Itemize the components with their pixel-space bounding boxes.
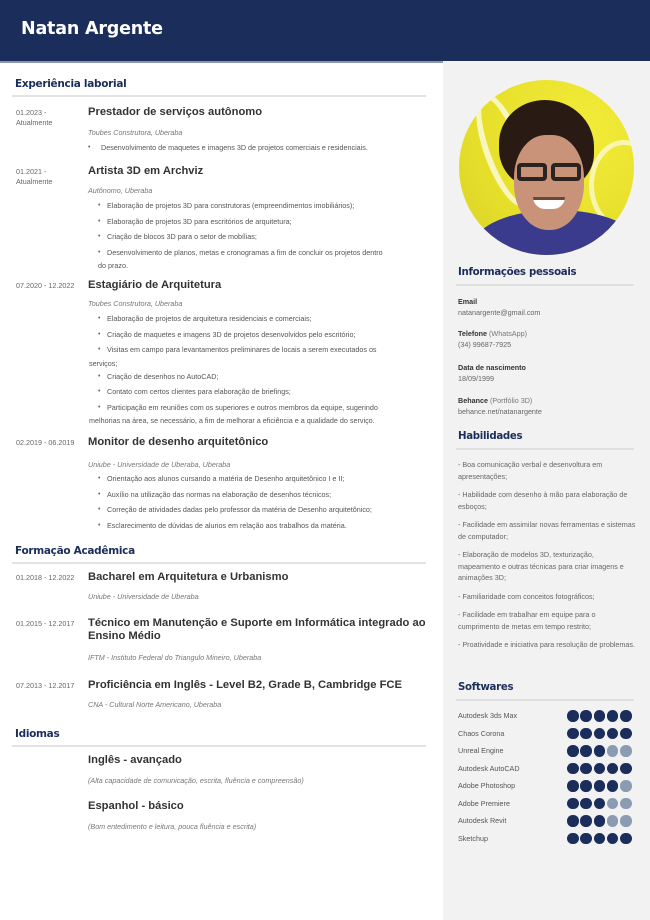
- rating-dot-icon: [580, 780, 592, 792]
- entry-title: Prestador de serviços autônomo: [88, 106, 263, 118]
- bullet-item: • Criação de blocos 3D para o setor de mobílias;: [98, 229, 428, 245]
- info-behance: [458, 395, 638, 417]
- info-value: 18/09/1999: [458, 374, 494, 383]
- info-label: Email: [458, 297, 478, 306]
- entry-date: 01.2015 - 12.2017: [16, 619, 75, 628]
- info-value[interactable]: natanargente@gmail.com: [458, 308, 541, 317]
- info-birthdate: [458, 362, 638, 384]
- rating-dot-icon: [620, 798, 632, 810]
- entry-bullets: [98, 198, 428, 271]
- software-row: [458, 833, 636, 845]
- bullet-item: • Correção de atividades dadas pelo professor da matéria de Desenho arquitetônico;: [98, 502, 428, 518]
- section-divider: [12, 95, 426, 97]
- rating-dot-icon: [620, 728, 632, 740]
- bullet-item: • Desenvolvimento de maquetes e imagens 3D de projetos comerciais e residenciais.: [88, 140, 433, 156]
- education-section-title: Formação Acadêmica: [15, 545, 135, 557]
- candidate-name: Natan Argente: [21, 19, 163, 39]
- bullet-item: • Elaboração de projetos de arquitetura residenciais e comerciais;: [98, 311, 428, 327]
- language-title: Espanhol - básico: [88, 800, 184, 812]
- bullet-item: • Orientação aos alunos cursando a matéria de Desenho arquitetônico I e II;: [98, 471, 428, 487]
- sidebar-divider: [456, 284, 634, 286]
- info-phone: [458, 328, 638, 350]
- bullet-item: • Auxílio na utilização das normas na elaboração de desenhos técnicos;: [98, 487, 428, 503]
- rating-dot-icon: [607, 728, 619, 740]
- section-divider: [12, 745, 426, 747]
- rating-dot-icon: [580, 710, 592, 722]
- rating-dot-icon: [620, 710, 632, 722]
- skill-item: - Familiaridade com conceitos fotográficos;: [458, 591, 595, 601]
- software-row: [458, 815, 636, 827]
- software-name: Sketchup: [458, 833, 488, 843]
- entry-date: 02.2019 - 06.2019: [16, 438, 75, 447]
- bullet-item: • Criação de maquetes e imagens 3D de projetos desenvolvidos pelo escritório;: [98, 327, 428, 343]
- entry-date: 01.2021 - Atualmente: [16, 167, 53, 186]
- software-name: Adobe Premiere: [458, 798, 510, 808]
- rating-dot-icon: [607, 780, 619, 792]
- info-label: Behance: [458, 396, 488, 405]
- rating-dot-icon: [580, 763, 592, 775]
- software-name: Autodesk AutoCAD: [458, 763, 520, 773]
- bullet-item: • Visitas em campo para levantamentos preliminares de locais a serem executados os: [98, 342, 428, 358]
- software-name: Chaos Corona: [458, 728, 505, 738]
- rating-dot-icon: [620, 763, 632, 775]
- bullet-continuation: do prazo.: [98, 261, 128, 270]
- rating-dot-icon: [607, 815, 619, 827]
- entry-date: 01.2023 - Atualmente: [16, 108, 53, 127]
- info-sublabel: (Portfólio 3D): [487, 396, 533, 405]
- info-label: Telefone: [458, 329, 488, 338]
- rating-dot-icon: [594, 833, 606, 845]
- language-entry: [88, 800, 428, 831]
- info-sublabel: (WhatsApp): [487, 329, 527, 338]
- language-description: (Bom entedimento e leitura, pouca fluência e escrita): [88, 822, 257, 831]
- rating-dot-icon: [607, 798, 619, 810]
- rating-dot-icon: [567, 833, 579, 845]
- rating-dot-icon: [567, 763, 579, 775]
- entry-title: Proficiência em Inglês - Level B2, Grade B, Cambridge FCE: [88, 679, 402, 691]
- profile-photo: [459, 80, 634, 255]
- info-value[interactable]: behance.net/natanargente: [458, 407, 542, 416]
- rating-dots: [567, 710, 632, 722]
- entry-organization: Toubes Construtora, Uberaba: [88, 299, 183, 308]
- rating-dot-icon: [594, 763, 606, 775]
- entry-date: 01.2018 - 12.2022: [16, 573, 75, 582]
- skill-item: - Facilidade em assimilar novas ferramentas e sistemas de computador;: [458, 520, 636, 541]
- skill-item: - Elaboração de modelos 3D, texturização, mapeamento e outras técnicas para criar imagens e animações 3D;: [458, 550, 624, 582]
- software-row: [458, 745, 636, 757]
- header-divider: [0, 61, 443, 63]
- rating-dot-icon: [594, 710, 606, 722]
- entry-title: Técnico em Manutenção e Suporte em Informática integrado ao Ensino Médio: [88, 617, 426, 642]
- rating-dot-icon: [580, 745, 592, 757]
- entry-organization: Autônomo, Uberaba: [88, 186, 153, 195]
- skill-item: - Boa comunicação verbal e desenvoltura em apresentações;: [458, 460, 603, 481]
- rating-dots: [567, 815, 632, 827]
- sidebar-divider: [456, 448, 634, 450]
- software-title: Softwares: [458, 682, 514, 693]
- rating-dot-icon: [567, 798, 579, 810]
- rating-dot-icon: [607, 710, 619, 722]
- entry-title: Estagiário de Arquitetura: [88, 279, 222, 291]
- rating-dot-icon: [620, 745, 632, 757]
- rating-dot-icon: [567, 710, 579, 722]
- bullet-continuation: serviços;: [89, 358, 118, 368]
- rating-dots: [567, 745, 632, 757]
- rating-dot-icon: [567, 745, 579, 757]
- rating-dots: [567, 780, 632, 792]
- rating-dot-icon: [580, 798, 592, 810]
- rating-dot-icon: [567, 728, 579, 740]
- sidebar-divider: [456, 699, 634, 701]
- rating-dot-icon: [607, 745, 619, 757]
- info-label: Data de nascimento: [458, 363, 526, 372]
- bullet-item: • Elaboração de projetos 3D para construtoras (empreendimentos imobiliários);: [98, 198, 428, 214]
- rating-dot-icon: [607, 763, 619, 775]
- bullet-item: • Elaboração de projetos 3D para escritórios de arquitetura;: [98, 214, 428, 230]
- rating-dot-icon: [607, 833, 619, 845]
- entry-title: Artista 3D em Archviz: [88, 165, 204, 177]
- rating-dot-icon: [567, 815, 579, 827]
- info-email: [458, 296, 638, 318]
- rating-dot-icon: [580, 815, 592, 827]
- rating-dot-icon: [620, 815, 632, 827]
- rating-dot-icon: [620, 833, 632, 845]
- rating-dot-icon: [594, 798, 606, 810]
- bullet-continuation: melhorias na área, se necessário, a fim de melhorar a eficiência e a qualidade do serviço.: [89, 416, 375, 425]
- software-name: Adobe Photoshop: [458, 781, 516, 790]
- bullet-item: • Desenvolvimento de planos, metas e cronogramas a fim de concluir os projetos dentro: [98, 245, 428, 261]
- entry-organization: Uniube - Universidade de Uberaba: [88, 592, 199, 601]
- software-row: [458, 780, 636, 792]
- info-value: (34) 99687-7925: [458, 340, 512, 349]
- entry-date: 07.2020 - 12.2022: [16, 281, 75, 290]
- rating-dot-icon: [580, 833, 592, 845]
- language-description: (Alta capacidade de comunicação, escrita, fluência e compreensão): [88, 776, 304, 785]
- software-row: [458, 798, 636, 810]
- rating-dot-icon: [620, 780, 632, 792]
- rating-dots: [567, 763, 632, 775]
- rating-dot-icon: [594, 745, 606, 757]
- bullet-item: • Esclarecimento de dúvidas de alunos em relação aos trabalhos da matéria.: [98, 518, 428, 534]
- entry-date: 07.2013 - 12.2017: [16, 681, 75, 690]
- entry-organization: CNA - Cultural Norte Americano, Uberaba: [88, 700, 222, 709]
- entry-title: Monitor de desenho arquitetônico: [88, 436, 269, 448]
- language-entry: [88, 754, 428, 785]
- resume-header: [0, 0, 650, 61]
- rating-dots: [567, 728, 632, 740]
- entry-bullets: [98, 471, 428, 533]
- languages-section-title: Idiomas: [15, 728, 60, 740]
- entry-bullets: [89, 311, 428, 426]
- section-divider: [12, 562, 426, 564]
- entry-organization: Toubes Construtora, Uberaba: [88, 128, 183, 137]
- rating-dot-icon: [567, 780, 579, 792]
- rating-dot-icon: [594, 780, 606, 792]
- experience-section-title: Experiência laborial: [15, 78, 127, 90]
- rating-dot-icon: [580, 728, 592, 740]
- bullet-item: • Participação em reuniões com os superiores e outros membros da equipe, sugerindo: [98, 400, 428, 416]
- software-name: Autodesk 3ds Max: [458, 711, 518, 720]
- bullet-item: • Criação de desenhos no AutoCAD;: [98, 369, 428, 385]
- software-row: [458, 763, 636, 775]
- software-name: Unreal Engine: [458, 746, 504, 755]
- entry-bullets: [88, 140, 433, 156]
- skills-title: Habilidades: [458, 431, 523, 442]
- personal-info-title: Informações pessoais: [458, 267, 577, 278]
- software-row: [458, 728, 636, 740]
- bullet-item: • Contato com certos clientes para elaboração de briefings;: [98, 384, 428, 400]
- rating-dot-icon: [594, 815, 606, 827]
- skill-item: - Habilidade com desenho à mão para elaboração de esboços;: [458, 490, 628, 511]
- entry-organization: IFTM - Instituto Federal do Triangulo Mineiro, Uberaba: [88, 653, 262, 662]
- rating-dot-icon: [594, 728, 606, 740]
- skills-list: [458, 459, 636, 658]
- entry-organization: Uniube - Universidade de Uberaba, Uberaba: [88, 460, 231, 469]
- software-name: Autodesk Revit: [458, 816, 507, 825]
- skill-item: - Proatividade e iniciativa para resolução de problemas.: [458, 640, 635, 649]
- skill-item: - Facilidade em trabalhar em equipe para o cumprimento de metas em tempo restrito;: [458, 610, 596, 631]
- entry-title: Bacharel em Arquitetura e Urbanismo: [88, 571, 289, 583]
- language-title: Inglês - avançado: [88, 754, 182, 766]
- rating-dots: [567, 798, 632, 810]
- rating-dots: [567, 833, 632, 845]
- software-row: [458, 710, 636, 722]
